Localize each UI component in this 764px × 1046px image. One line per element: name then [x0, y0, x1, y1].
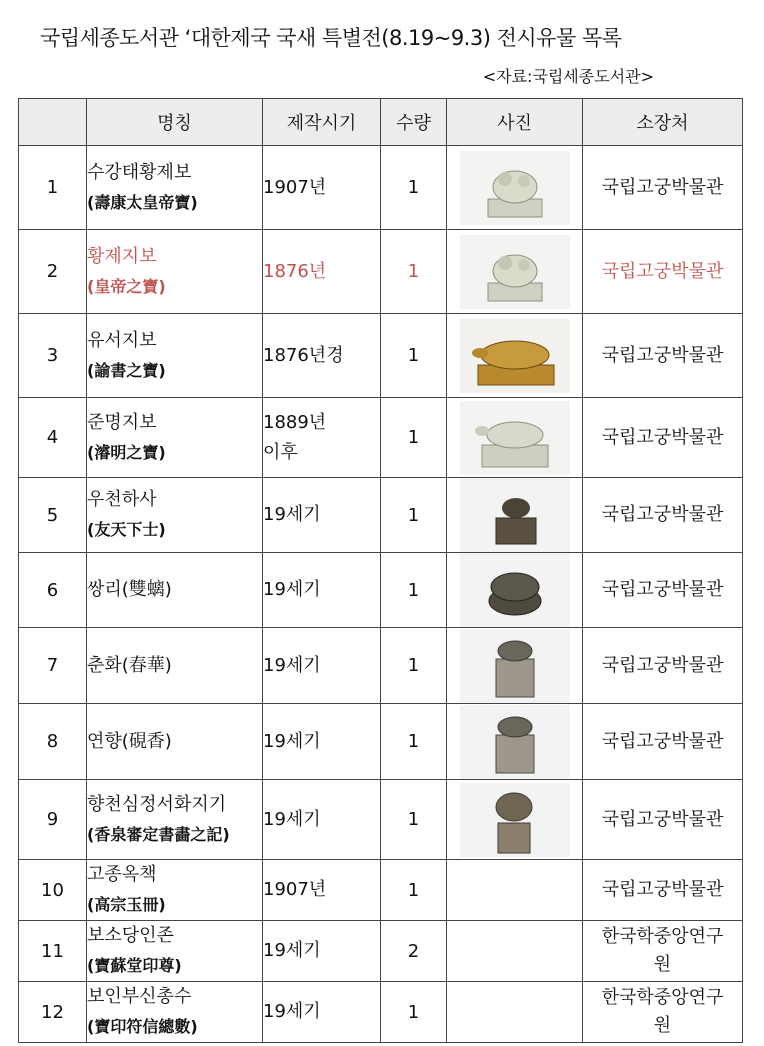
item-name: 춘화(春華)	[87, 654, 172, 676]
item-period: 19세기	[263, 579, 321, 600]
cell-qty: 1	[381, 860, 447, 921]
cell-photo	[447, 553, 583, 628]
cell-qty: 1	[381, 780, 447, 860]
seal-jade-lion-icon	[460, 177, 570, 198]
cell-owner	[583, 982, 743, 1043]
item-period: 1876년	[263, 260, 327, 282]
item-hanja: (諭書之寶)	[87, 360, 166, 380]
table-row	[19, 982, 743, 1043]
item-hanja: (寶蘇堂印尊)	[87, 956, 182, 975]
item-name: 우천하사	[87, 489, 157, 510]
cell-period	[263, 478, 381, 553]
cell-num: 2	[19, 230, 87, 314]
item-name: 향천심정서화지기	[87, 793, 227, 815]
cell-period	[263, 860, 381, 921]
cell-num: 12	[19, 982, 87, 1043]
item-owner: 국립고궁박물관	[601, 260, 724, 282]
cell-photo	[447, 704, 583, 780]
item-owner: 한국학중앙연구	[601, 987, 724, 1008]
item-period: 19세기	[263, 654, 321, 676]
seal-gold-turtle-icon	[460, 345, 570, 366]
cell-period	[263, 146, 381, 230]
cell-period	[263, 921, 381, 982]
table-row	[19, 398, 743, 478]
cell-period	[263, 553, 381, 628]
cell-photo	[447, 860, 583, 921]
cell-qty: 2	[381, 921, 447, 982]
cell-num: 3	[19, 314, 87, 398]
item-hanja: (友天下士)	[87, 520, 166, 539]
seal-stone-cube-icon	[460, 731, 570, 752]
cell-name	[87, 704, 263, 780]
table-row	[19, 146, 743, 230]
cell-num: 6	[19, 553, 87, 628]
item-period: 1889년	[263, 411, 327, 433]
item-name: 수강태황제보	[87, 161, 192, 183]
cell-name	[87, 553, 263, 628]
item-name: 고종옥책	[87, 864, 157, 885]
cell-name	[87, 146, 263, 230]
cell-qty: 1	[381, 398, 447, 478]
cell-name	[87, 982, 263, 1043]
cell-name	[87, 314, 263, 398]
cell-photo	[447, 398, 583, 478]
cell-period	[263, 628, 381, 704]
table-row	[19, 478, 743, 553]
item-period: 19세기	[263, 504, 321, 525]
cell-num: 7	[19, 628, 87, 704]
cell-name	[87, 478, 263, 553]
cell-qty: 1	[381, 628, 447, 704]
item-owner: 국립고궁박물관	[601, 654, 724, 676]
item-owner: 국립고궁박물관	[601, 426, 724, 448]
table-row	[19, 628, 743, 704]
cell-name	[87, 230, 263, 314]
item-period: 1876년경	[263, 344, 344, 366]
cell-photo	[447, 314, 583, 398]
cell-owner	[583, 553, 743, 628]
seal-stone-beast-icon	[460, 809, 570, 830]
cell-qty: 1	[381, 982, 447, 1043]
table-row	[19, 704, 743, 780]
item-owner-line2: 원	[653, 954, 672, 975]
cell-qty: 1	[381, 146, 447, 230]
table-row	[19, 230, 743, 314]
header-qty: 수량	[381, 99, 447, 146]
cell-owner	[583, 704, 743, 780]
header-name: 명칭	[87, 99, 263, 146]
item-period: 1907년	[263, 879, 327, 900]
cell-owner	[583, 314, 743, 398]
cell-qty: 1	[381, 230, 447, 314]
header-num	[19, 99, 87, 146]
item-period: 19세기	[263, 1001, 321, 1022]
table-row	[19, 553, 743, 628]
cell-photo	[447, 230, 583, 314]
cell-photo	[447, 478, 583, 553]
item-owner: 한국학중앙연구	[601, 926, 724, 947]
item-owner: 국립고궁박물관	[601, 579, 724, 600]
item-period-line2: 이후	[263, 441, 298, 463]
cell-num: 11	[19, 921, 87, 982]
item-name: 준명지보	[87, 411, 157, 433]
cell-qty: 1	[381, 704, 447, 780]
item-name: 황제지보	[87, 245, 157, 267]
seal-dark-beast-icon	[460, 504, 570, 525]
item-period: 19세기	[263, 940, 321, 961]
cell-owner	[583, 398, 743, 478]
cell-owner	[583, 230, 743, 314]
table-row	[19, 314, 743, 398]
item-hanja: (壽康太皇帝寶)	[87, 192, 198, 212]
cell-photo	[447, 146, 583, 230]
item-name: 쌍리(雙螭)	[87, 579, 172, 600]
cell-name	[87, 780, 263, 860]
header-period: 제작시기	[263, 99, 381, 146]
header-owner: 소장처	[583, 99, 743, 146]
item-period: 19세기	[263, 730, 321, 752]
cell-photo	[447, 780, 583, 860]
cell-num: 10	[19, 860, 87, 921]
source-note: <자료:국립세종도서관>	[482, 67, 654, 86]
item-name: 연향(硯香)	[87, 730, 172, 752]
cell-owner	[583, 780, 743, 860]
item-owner: 국립고궁박물관	[601, 808, 724, 830]
cell-name	[87, 628, 263, 704]
cell-name	[87, 398, 263, 478]
cell-num: 5	[19, 478, 87, 553]
cell-num: 1	[19, 146, 87, 230]
item-hanja: (高宗玉冊)	[87, 895, 166, 914]
item-owner: 국립고궁박물관	[601, 879, 724, 900]
cell-owner	[583, 921, 743, 982]
cell-period	[263, 982, 381, 1043]
table-row	[19, 860, 743, 921]
item-owner-line2: 원	[653, 1015, 672, 1036]
item-name: 보인부신총수	[87, 986, 192, 1007]
table-row	[19, 780, 743, 860]
cell-period	[263, 704, 381, 780]
cell-owner	[583, 628, 743, 704]
cell-num: 4	[19, 398, 87, 478]
table-header-row	[19, 99, 743, 146]
cell-name	[87, 860, 263, 921]
seal-dark-round-icon	[460, 579, 570, 600]
cell-qty: 1	[381, 314, 447, 398]
seal-jade-turtle-icon	[460, 427, 570, 448]
table-row	[19, 921, 743, 982]
cell-owner	[583, 478, 743, 553]
item-owner: 국립고궁박물관	[601, 504, 724, 525]
item-period: 19세기	[263, 808, 321, 830]
exhibit-table	[18, 98, 743, 1043]
cell-owner	[583, 146, 743, 230]
item-name: 유서지보	[87, 329, 157, 351]
item-owner: 국립고궁박물관	[601, 344, 724, 366]
cell-period	[263, 398, 381, 478]
item-owner: 국립고궁박물관	[601, 176, 724, 198]
cell-name	[87, 921, 263, 982]
cell-num: 9	[19, 780, 87, 860]
item-name: 보소당인존	[87, 925, 174, 946]
item-owner: 국립고궁박물관	[601, 730, 724, 752]
header-photo: 사진	[447, 99, 583, 146]
item-hanja: (寶印符信總數)	[87, 1017, 198, 1036]
page-title: 국립세종도서관 ‘대한제국 국새 특별전(8.19~9.3) 전시유물 목록	[40, 26, 622, 50]
cell-photo	[447, 921, 583, 982]
cell-qty: 1	[381, 478, 447, 553]
cell-num: 8	[19, 704, 87, 780]
cell-photo	[447, 628, 583, 704]
seal-jade-lion-icon	[460, 261, 570, 282]
cell-period	[263, 230, 381, 314]
cell-period	[263, 780, 381, 860]
cell-period	[263, 314, 381, 398]
item-hanja: (香泉審定書畵之記)	[87, 824, 230, 844]
cell-photo	[447, 982, 583, 1043]
cell-qty: 1	[381, 553, 447, 628]
item-hanja: (皇帝之寶)	[87, 276, 166, 296]
seal-stone-cube-icon	[460, 655, 570, 676]
item-hanja: (濬明之寶)	[87, 442, 166, 462]
cell-owner	[583, 860, 743, 921]
item-period: 1907년	[263, 176, 327, 198]
